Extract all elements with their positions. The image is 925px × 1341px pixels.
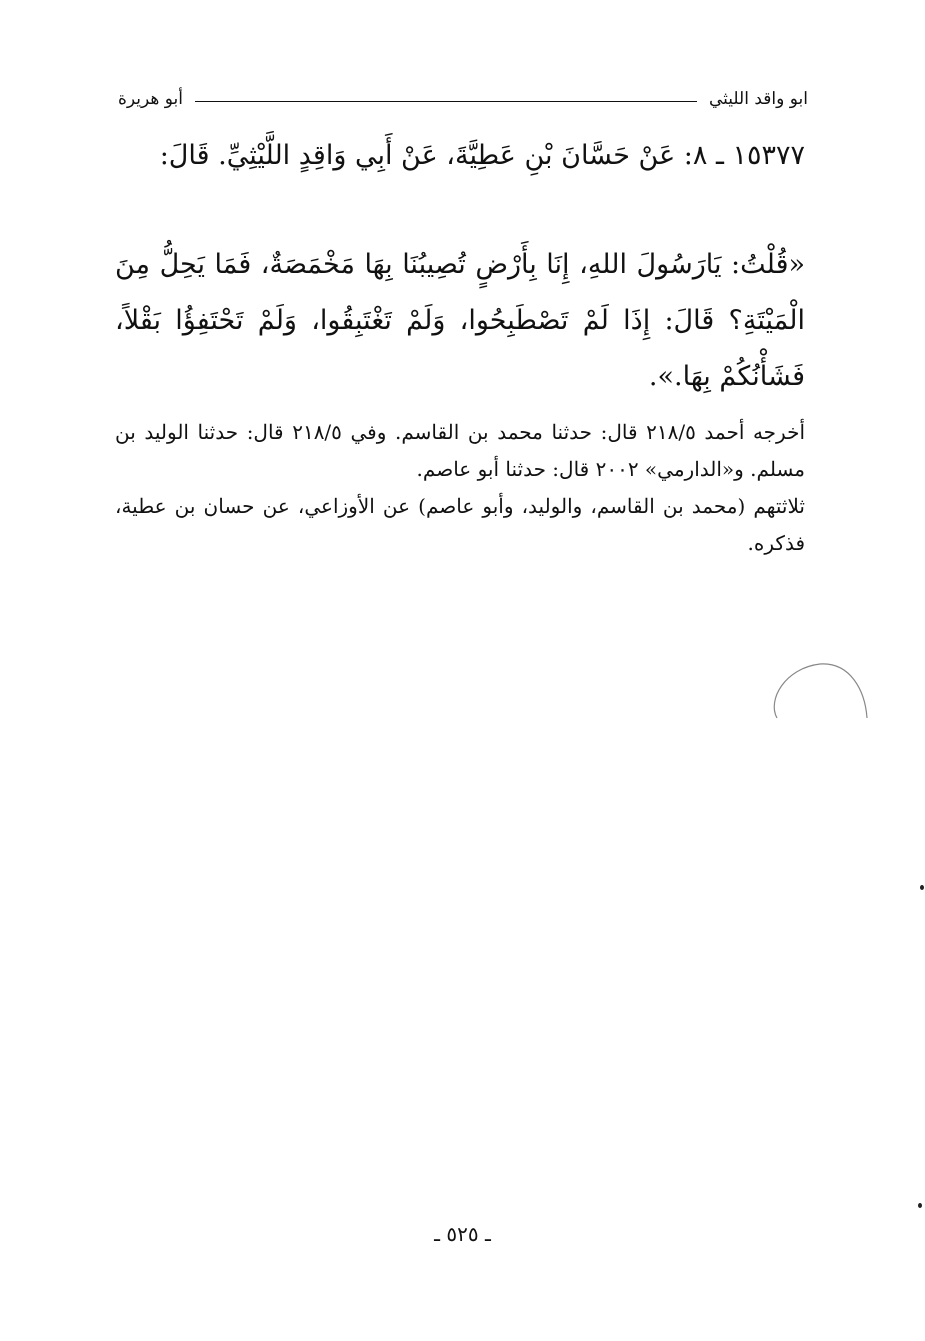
takhrij-section <box>115 414 805 562</box>
running-header-section: أبو هريرة <box>118 89 184 109</box>
hadith-text: «قُلْتُ: يَارَسُولَ اللهِ، إِنَا بِأَرْضٍ تُصِيبُنَا بِهَا مَخْمَصَةٌ، فَمَا يَحِلُّ مِنَ الْمَيْتَةِ؟ قَالَ: إِذَا لَمْ تَصْطَبِحُوا، وَلَمْ تَغْتَبِقُوا، وَلَمْ تَحْتَفِؤُا بَقْلاً، فَشَأْنُكُمْ بِهَا.». <box>115 249 805 392</box>
takhrij-paragraph-1: أخرجه أحمد ٢١٨/٥ قال: حدثنا محمد بن القاسم. وفي ٢١٨/٥ قال: حدثنا الوليد بن مسلم. و«الدارمي» ٢٠٠٢ قال: حدثنا أبو عاصم. <box>115 420 806 481</box>
page-number: ـ ٥٢٥ ـ <box>434 1222 491 1246</box>
scan-speck <box>920 885 924 890</box>
scan-speck <box>918 1203 922 1208</box>
faint-stamp-arc <box>765 660 875 730</box>
hadith-heading: ١٥٣٧٧ ـ ٨: عَنْ حَسَّانَ بْنِ عَطِيَّةَ، عَنْ أَبِي وَاقِدٍ اللَّيْثِيِّ. قَالَ: <box>159 140 805 171</box>
takhrij-paragraph-2: ثلاثتهم (محمد بن القاسم، والوليد، وأبو عاصم) عن الأوزاعي، عن حسان بن عطية، فذكره. <box>115 494 805 555</box>
running-header <box>118 84 808 114</box>
header-rule <box>195 101 697 102</box>
running-header-chapter: ابو واقد الليثي <box>709 89 808 109</box>
